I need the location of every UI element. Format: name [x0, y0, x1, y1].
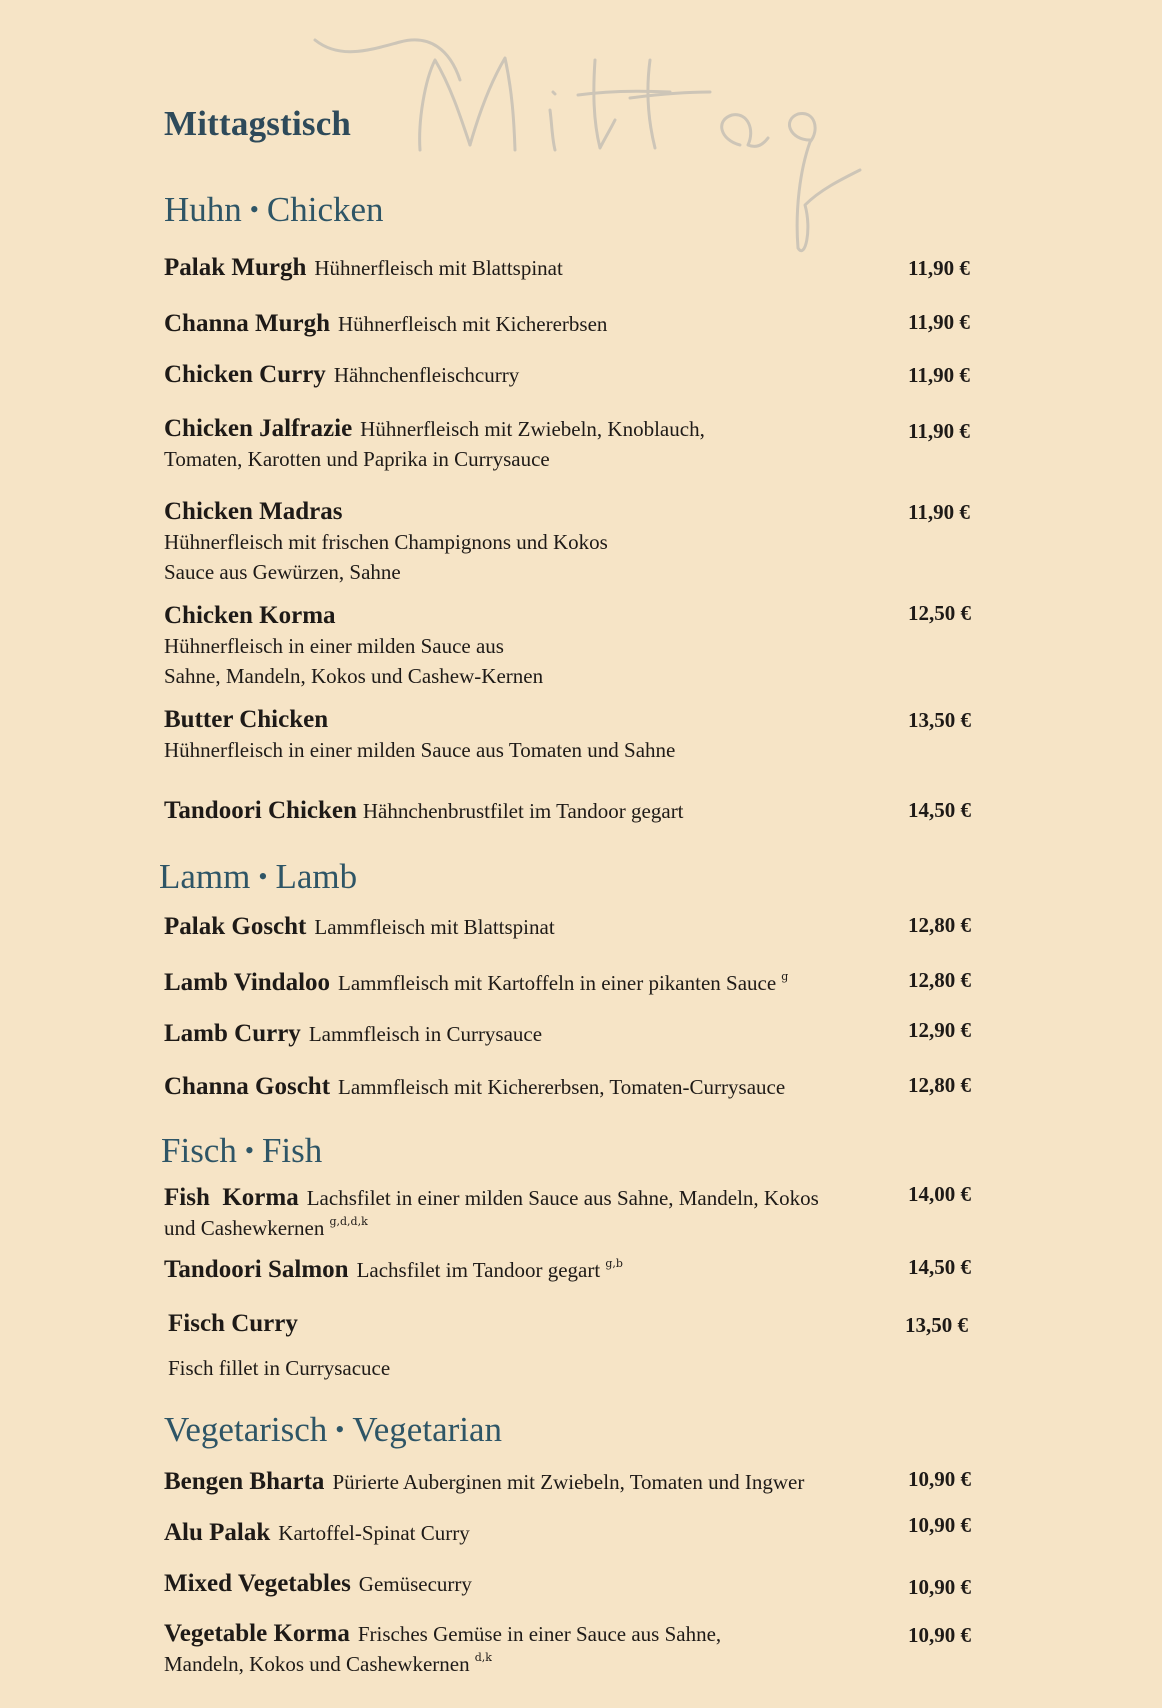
dish-description: Lachsfilet im Tandoor gegart — [356, 1258, 601, 1282]
dish-description: Pürierte Auberginen mit Zwiebeln, Tomaten und Ingwer — [332, 1470, 805, 1494]
dish-price: 13,50 € — [908, 708, 971, 732]
page-title: Mittagstisch — [164, 104, 352, 143]
section-heading-vegetarian — [164, 1410, 502, 1450]
dish-description: Hähnchenbrustfilet im Tandoor gegart — [362, 799, 684, 823]
dish-description-line2: Sauce aus Gewürzen, Sahne — [164, 560, 401, 584]
section-label-en: Lamb — [275, 857, 358, 896]
dish-description: Lachsfilet in einer milden Sauce aus Sahne, Mandeln, Kokos — [306, 1186, 819, 1210]
dish-name: Vegetable Korma — [164, 1620, 350, 1647]
dish-name: Fish Korma — [164, 1184, 299, 1211]
menu-item — [164, 1073, 914, 1103]
bullet-icon: • — [258, 862, 268, 891]
dish-description: Hühnerfleisch mit Blattspinat — [314, 256, 563, 280]
dish-name: Chicken Korma — [164, 602, 336, 629]
menu-item — [164, 969, 914, 999]
section-heading-chicken — [164, 190, 384, 230]
dish-price: 14,50 € — [908, 1255, 971, 1279]
dish-name: Lamb Vindaloo — [164, 969, 331, 996]
dish-name: Bengen Bharta — [164, 1468, 325, 1495]
section-label-de: Lamm — [159, 857, 251, 896]
menu-item — [164, 913, 914, 943]
menu-item — [164, 1184, 914, 1244]
section-label-en: Chicken — [266, 190, 384, 229]
dish-price: 10,90 € — [908, 1623, 971, 1647]
menu-item — [164, 1468, 914, 1498]
dish-price: 11,90 € — [908, 363, 970, 387]
dish-description: Hühnerfleisch mit Zwiebeln, Knoblauch, — [360, 417, 705, 441]
dish-description: Kartoffel-Spinat Curry — [278, 1521, 470, 1545]
dish-description: Lammfleisch mit Blattspinat — [314, 915, 555, 939]
menu-item — [164, 415, 914, 475]
menu-item — [164, 1519, 914, 1549]
menu-item — [164, 361, 914, 391]
dish-price: 11,90 € — [908, 419, 970, 443]
dish-price: 11,90 € — [908, 310, 970, 334]
dish-description-line2: Sahne, Mandeln, Kokos und Cashew-Kernen — [164, 664, 544, 688]
dish-description: Hühnerfleisch mit frischen Champignons und Kokos — [164, 530, 608, 554]
dish-name: Alu Palak — [164, 1519, 271, 1546]
dish-price: 12,50 € — [908, 601, 971, 625]
menu-item — [164, 498, 914, 588]
dish-price: 12,80 € — [908, 913, 971, 937]
menu-item — [164, 1570, 914, 1600]
dish-description: Frisches Gemüse in einer Sauce aus Sahne, — [357, 1622, 722, 1646]
section-label-en: Vegetarian — [352, 1410, 503, 1449]
menu-item — [164, 1256, 914, 1286]
dish-price: 13,50 € — [905, 1313, 968, 1337]
dish-description: Hühnerfleisch in einer milden Sauce aus Tomaten und Sahne — [164, 738, 676, 762]
dish-price: 12,80 € — [908, 1073, 971, 1097]
dish-price: 14,50 € — [908, 798, 971, 822]
mittag-script-logo — [300, 20, 900, 270]
dish-name: Tandoori Salmon — [164, 1256, 349, 1283]
dish-name: Channa Murgh — [164, 310, 331, 337]
menu-item — [164, 602, 914, 692]
menu-item — [164, 706, 914, 766]
menu-item — [168, 1310, 918, 1384]
menu-item — [164, 1620, 914, 1680]
bullet-icon: • — [335, 1415, 345, 1444]
allergen-note: g,b — [605, 1257, 623, 1270]
dish-description-line2: und Cashewkernen — [164, 1216, 325, 1240]
dish-name: Fisch Curry — [168, 1310, 298, 1337]
dish-description: Gemüsecurry — [358, 1572, 472, 1596]
menu-item — [164, 1020, 914, 1050]
section-label-de: Fisch — [161, 1131, 237, 1170]
menu-item — [164, 254, 914, 284]
dish-description: Hähnchenfleischcurry — [333, 363, 520, 387]
dish-price: 10,90 € — [908, 1575, 971, 1599]
allergen-note: g,d,d,k — [329, 1215, 368, 1228]
dish-price: 11,90 € — [908, 500, 970, 524]
bullet-icon: • — [244, 1136, 254, 1165]
dish-name: Butter Chicken — [164, 706, 329, 733]
section-heading-fish — [161, 1131, 322, 1171]
dish-description: Hühnerfleisch in einer milden Sauce aus — [164, 634, 504, 658]
dish-description: Hühnerfleisch mit Kichererbsen — [338, 312, 608, 336]
dish-name: Chicken Jalfrazie — [164, 415, 353, 442]
dish-price: 10,90 € — [908, 1513, 971, 1537]
dish-price: 11,90 € — [908, 256, 970, 280]
dish-price: 12,80 € — [908, 968, 971, 992]
dish-description-line2: Mandeln, Kokos und Cashewkernen — [164, 1652, 470, 1676]
bullet-icon: • — [249, 195, 259, 224]
dish-name: Mixed Vegetables — [164, 1570, 351, 1597]
dish-description: Lammfleisch mit Kartoffeln in einer pikanten Sauce — [338, 971, 777, 995]
section-heading-lamb — [159, 857, 357, 897]
dish-name: Chicken Curry — [164, 361, 326, 388]
dish-price: 10,90 € — [908, 1467, 971, 1491]
dish-description-line2: Tomaten, Karotten und Paprika in Currysauce — [164, 447, 550, 471]
allergen-note: g — [781, 970, 789, 983]
menu-item — [164, 797, 914, 827]
dish-name: Palak Goscht — [164, 913, 307, 940]
dish-name: Tandoori Chicken — [164, 797, 357, 824]
dish-description: Fisch fillet in Currysacuce — [168, 1356, 391, 1380]
section-label-de: Vegetarisch — [164, 1410, 328, 1449]
section-label-de: Huhn — [164, 190, 242, 229]
dish-name: Lamb Curry — [164, 1020, 301, 1047]
dish-name: Palak Murgh — [164, 254, 307, 281]
section-label-en: Fish — [261, 1131, 323, 1170]
menu-item — [164, 310, 914, 340]
dish-description: Lammfleisch in Currysauce — [308, 1022, 543, 1046]
dish-price: 14,00 € — [908, 1182, 971, 1206]
dish-name: Channa Goscht — [164, 1073, 331, 1100]
dish-description: Lammfleisch mit Kichererbsen, Tomaten-Currysauce — [338, 1075, 786, 1099]
dish-price: 12,90 € — [908, 1018, 971, 1042]
allergen-note: d,k — [474, 1651, 492, 1664]
dish-name: Chicken Madras — [164, 498, 343, 525]
